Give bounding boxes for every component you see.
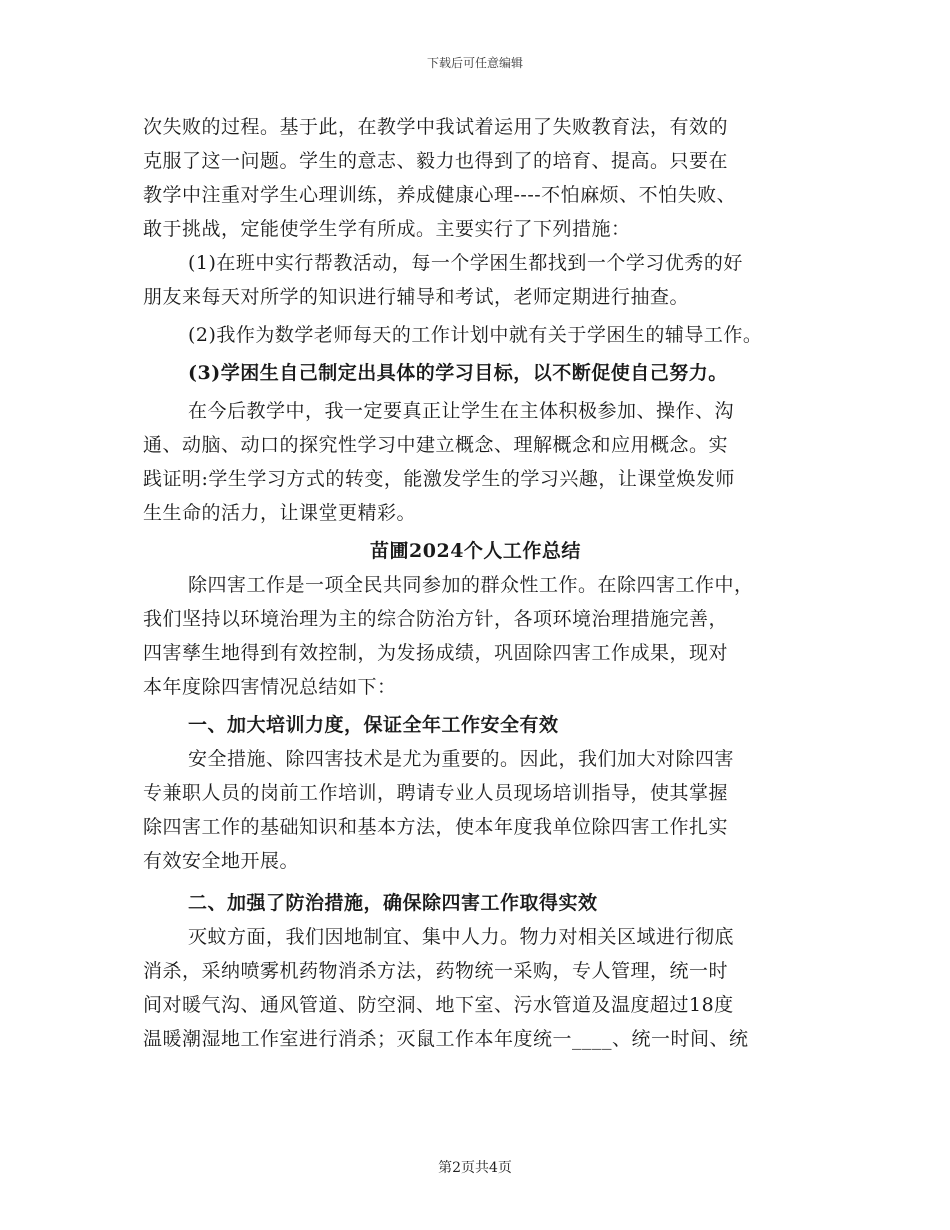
paragraph-line: 本年度除四害情况总结如下：: [143, 676, 397, 698]
paragraph-line: 专兼职人员的岗前工作培训，聘请专业人员现场培训指导，使其掌握: [143, 782, 729, 804]
paragraph-line: 践证明:学生学习方式的转变，能激发学生的学习兴趣，让课堂焕发师: [143, 468, 735, 490]
paragraph-line: 克服了这一问题。学生的意志、毅力也得到了的培育、提高。只要在: [143, 150, 729, 172]
paragraph-line: 间对暖气沟、通风管道、防空洞、地下室、污水管道及温度超过18度: [143, 994, 734, 1016]
paragraph-line: 通、动脑、动口的探究性学习中建立概念、理解概念和应用概念。实: [143, 434, 729, 456]
measure-item-3: (3)学困生自己制定出具体的学习目标，以不断促使自己努力。: [188, 362, 728, 384]
paragraph-line: 朋友来每天对所学的知识进行辅导和考试，老师定期进行抽查。: [143, 286, 690, 308]
paragraph-line: 灭蚊方面，我们因地制宜、集中人力。物力对相关区域进行彻底: [188, 926, 735, 948]
paragraph-line: 我们坚持以环境治理为主的综合防治方针，各项环境治理措施完善，: [143, 608, 729, 630]
paragraph-line: 四害孳生地得到有效控制，为发扬成绩，巩固除四害工作成果，现对: [143, 642, 729, 664]
paragraph-line: 教学中注重对学生心理训练，养成健康心理----不怕麻烦、不怕失败、: [143, 184, 737, 206]
section-heading-2: 二、加强了防治措施，确保除四害工作取得实效: [188, 892, 598, 914]
paragraph-line: 有效安全地开展。: [143, 850, 300, 872]
measure-item-1: (1)在班中实行帮教活动，每一个学困生都找到一个学习优秀的好: [188, 252, 743, 274]
section-heading-1: 一、加大培训力度，保证全年工作安全有效: [188, 714, 559, 736]
paragraph-line: 除四害工作的基础知识和基本方法，使本年度我单位除四害工作扎实: [143, 816, 729, 838]
paragraph-line: 安全措施、除四害技术是尤为重要的。因此，我们加大对除四害: [188, 748, 735, 770]
page-header: 下载后可任意编辑: [426, 56, 523, 70]
page-footer: 第2页共4页: [438, 1160, 512, 1176]
paragraph-line: 次失败的过程。基于此，在教学中我试着运用了失败教育法，有效的: [143, 116, 729, 138]
paragraph-line: 在今后教学中，我一定要真正让学生在主体积极参加、操作、沟: [188, 400, 735, 422]
measure-item-2: (2)我作为数学老师每天的工作计划中就有关于学困生的辅导工作。: [188, 324, 763, 346]
paragraph-line: 温暖潮湿地工作室进行消杀；灭鼠工作本年度统一____、统一时间、统: [143, 1028, 749, 1050]
document-body: [143, 110, 808, 1056]
paragraph-line: 消杀，采纳喷雾机药物消杀方法，药物统一采购，专人管理，统一时: [143, 960, 729, 982]
paragraph-line: 除四害工作是一项全民共同参加的群众性工作。在除四害工作中，: [188, 574, 754, 596]
paragraph-line: 敢于挑战，定能使学生学有所成。主要实行了下列措施：: [143, 218, 631, 240]
document-title: 苗圃2024个人工作总结: [370, 540, 581, 562]
paragraph-line: 生生命的活力，让课堂更精彩。: [143, 502, 417, 524]
